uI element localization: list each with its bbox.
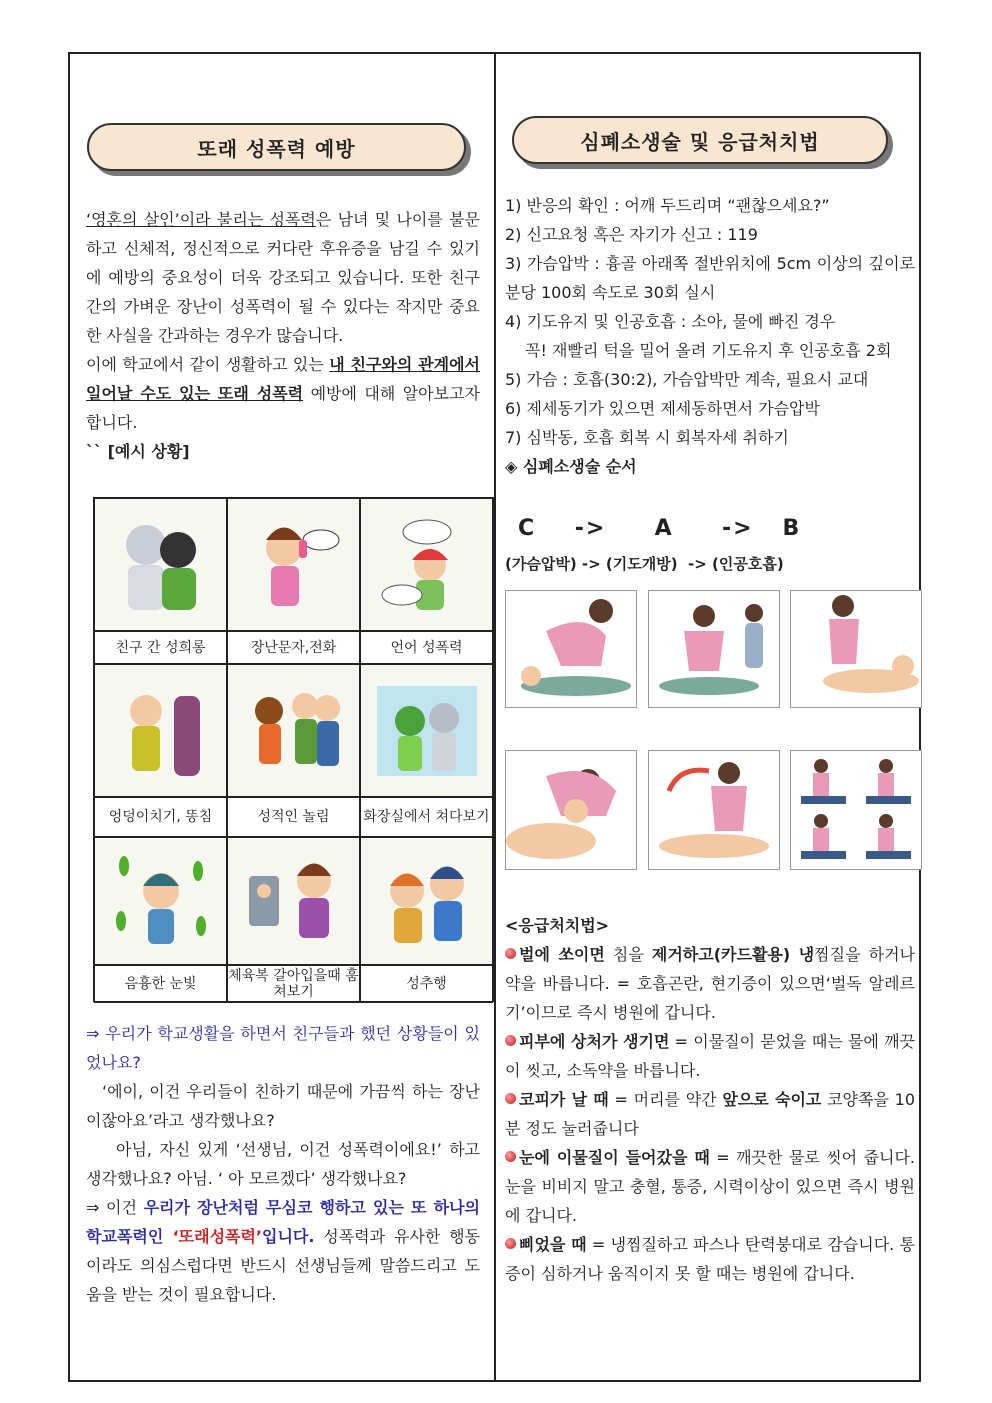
cpr-step-3: 3) 가슴압박 : 흉골 아래쪽 절반위치에 5cm 이상의 깊이로 분당 100회 속도로 30회 실시 bbox=[505, 254, 915, 302]
column-divider bbox=[494, 52, 496, 1382]
illustration-molestation bbox=[360, 837, 493, 965]
grid-label-4: 엉덩이치기, 똥침 bbox=[94, 797, 227, 837]
illustration-sexual-teasing bbox=[227, 664, 360, 797]
cab-sequence: C -> A -> B bbox=[518, 516, 802, 541]
bullet-icon bbox=[505, 948, 516, 959]
right-title: 심폐소생술 및 응급처치법 bbox=[580, 129, 820, 154]
bullet-icon bbox=[505, 1035, 516, 1046]
cpr-steps bbox=[505, 191, 915, 481]
bullet-icon bbox=[505, 1093, 516, 1104]
first-aid-heading: <응급처치법> bbox=[505, 916, 610, 935]
cpr-step-5: 5) 가슴 : 호흡(30:2), 가슴압박만 계속, 필요시 교대 bbox=[505, 370, 869, 389]
grid-label-5: 성적인 놀림 bbox=[227, 797, 360, 837]
illustration-butt-poke bbox=[94, 664, 227, 797]
left-closing-text bbox=[86, 1019, 480, 1309]
cpr-step-4-detail: 꼭! 재빨리 턱을 밀어 올려 기도유지 후 인공호흡 2회 bbox=[525, 341, 892, 360]
grid-label-1: 친구 간 성희롱 bbox=[94, 631, 227, 664]
cpr-order-heading: ◈ 심폐소생술 순서 bbox=[505, 457, 637, 476]
cpr-step-6: 6) 제세동기가 있으면 제세동하면서 가슴압박 bbox=[505, 399, 820, 418]
illustration-harassment bbox=[94, 498, 227, 631]
first-aid-section bbox=[505, 911, 915, 1288]
cpr-step-2: 2) 신고요청 혹은 자기가 신고 : 119 bbox=[505, 225, 758, 244]
grid-label-9: 성추행 bbox=[360, 965, 493, 1003]
cpr-illustration-6 bbox=[790, 750, 922, 870]
question-3: 아님, 자신 있게 ‘선생님, 이건 성폭력이에요!’ 하고 생각했나요? 아님. ‘ 아 모르겠다’ 생각했나요? bbox=[86, 1140, 480, 1188]
grid-label-8: 체육복 갈아입을때 훔쳐보기 bbox=[227, 965, 360, 1003]
grid-label-2: 장난문자,전화 bbox=[227, 631, 360, 664]
grid-label-7: 음흉한 눈빛 bbox=[94, 965, 227, 1003]
illustration-prank-call bbox=[227, 498, 360, 631]
example-situation-grid bbox=[93, 497, 494, 1002]
question-1: ⇒ 우리가 학교생활을 하면서 친구들과 했던 상황들이 있었나요? bbox=[86, 1024, 480, 1072]
cpr-illustration-4 bbox=[505, 750, 637, 870]
first-aid-nosebleed: 코피가 날 때 = 머리를 약간 앞으로 숙이고 코양쪽을 10분 정도 눌러줍니다 bbox=[505, 1090, 916, 1138]
cpr-illustration-5 bbox=[648, 750, 780, 870]
question-2: ‘에이, 이건 우리들이 친하기 때문에 가끔씩 하는 장난이잖아요’라고 생각했나요? bbox=[86, 1082, 480, 1130]
illustration-restroom-peeping bbox=[360, 664, 493, 797]
purpose-paragraph: 이에 학교에서 같이 생활하고 있는 내 친구와의 관계에서 일어날 수도 있는 또래 성폭력 예방에 대해 알아보고자 합니다. bbox=[86, 355, 480, 432]
first-aid-bee-sting: 벌에 쏘이면 침을 제거하고(카드활용) 냉찜질을 하거나 약을 바릅니다. = 호흡곤란, 현기증이 있으면‘벌독 알레르기’이므로 즉시 병원에 갑니다. bbox=[505, 945, 915, 1022]
cab-sequence-meaning: (가슴압박) -> (기도개방) -> (인공호흡) bbox=[505, 555, 784, 573]
cpr-step-7: 7) 심박동, 호흡 회복 시 회복자세 취하기 bbox=[505, 428, 789, 447]
illustration-changing-peeping bbox=[227, 837, 360, 965]
left-column bbox=[86, 205, 480, 466]
conclusion: ⇒ 이건 우리가 장난처럼 무심코 행하고 있는 또 하나의 학교폭력인 ‘또래성폭력’입니다. 성폭력과 유사한 행동이라도 의심스럽다면 반드시 선생님들께 말씀드리고 도움을 받는 것이 필요합니다. bbox=[86, 1198, 480, 1304]
first-aid-skin-wound: 피부에 상처가 생기면 = 이물질이 묻었을 때는 물에 깨끗이 씻고, 소독약을 바릅니다. bbox=[505, 1032, 915, 1080]
left-title: 또래 성폭력 예방 bbox=[197, 136, 356, 161]
intro-paragraph: ‘영혼의 살인’이라 불리는 성폭력은 남녀 및 나이를 불문하고 신체적, 정신적으로 커다란 후유증을 남길 수 있기에 예방의 중요성이 더욱 강조되고 있습니다. 또한 친구간의 가벼운 장난이 성폭력이 될 수 있다는 작지만 중요한 사실을 간과하는 경우가 많습니다. bbox=[86, 210, 481, 345]
cpr-illustration-3 bbox=[790, 590, 922, 708]
grid-label-3: 언어 성폭력 bbox=[360, 631, 493, 664]
example-heading: `` [예시 상황] bbox=[86, 442, 190, 461]
grid-label-6: 화장실에서 쳐다보기 bbox=[360, 797, 493, 837]
illustration-verbal-abuse bbox=[360, 498, 493, 631]
bullet-icon bbox=[505, 1238, 516, 1249]
cpr-step-4: 4) 기도유지 및 인공호흡 : 소아, 물에 빠진 경우 bbox=[505, 312, 836, 331]
left-title-banner bbox=[87, 123, 466, 171]
cpr-step-1: 1) 반응의 확인 : 어깨 두드리며 “괜찮으세요?” bbox=[505, 196, 830, 215]
cpr-illustration-1 bbox=[505, 590, 637, 708]
right-title-banner bbox=[512, 116, 888, 164]
first-aid-sprain: 삐었을 때 = 냉찜질하고 파스나 탄력붕대로 감습니다. 통증이 심하거나 움직이지 못 할 때는 병원에 갑니다. bbox=[505, 1235, 915, 1283]
first-aid-eye-foreign-body: 눈에 이물질이 들어갔을 때 = 깨끗한 물로 씻어 줍니다. 눈을 비비지 말고 충혈, 통증, 시력이상이 있으면 즉시 병원에 갑니다. bbox=[505, 1148, 916, 1225]
illustration-lewd-look bbox=[94, 837, 227, 965]
cpr-illustration-2 bbox=[648, 590, 780, 708]
bullet-icon bbox=[505, 1151, 516, 1162]
